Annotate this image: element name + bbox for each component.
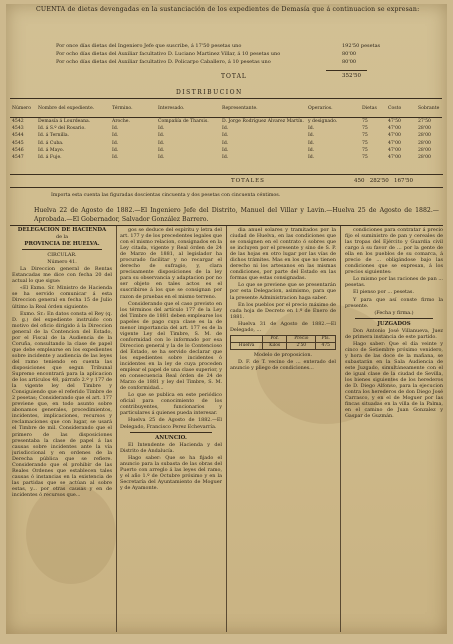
table-cell: Id. bbox=[222, 126, 229, 132]
table-cell: Id. bbox=[112, 133, 119, 139]
table-row bbox=[10, 125, 442, 132]
table-cell: Id. bbox=[307, 133, 315, 139]
distribucion-table bbox=[10, 98, 442, 161]
table-cell: Pts. bbox=[316, 335, 336, 342]
column-header: Nombre del expediente. bbox=[36, 99, 110, 118]
paragraph: Lo que se publica en este periódico oficial para conocimiento de los contribuyentes, funcionarios y particulares á quienes pueda interesar. bbox=[120, 392, 222, 417]
table-cell: 75 bbox=[361, 140, 368, 146]
paragraph: dia anuel solares y tramitados por la ciudad de Huelva, en las condiciones que se consignen en el contrato ó sobres que se incluyen por el presente y sino de S. P. de las hojas en otro lugar por las vías de dichos trámites. Mas en los que no tienen derecho ni los artesanos en las mismas condiciones, por parte del Estado en las formas que estas consignadas. bbox=[230, 227, 336, 282]
table-cell: 47'00 bbox=[387, 147, 401, 153]
paragraph: El pienso por ... pesetas. bbox=[353, 289, 414, 296]
table-cell: y designado. bbox=[307, 119, 338, 125]
table-cell: 4545 bbox=[12, 140, 24, 146]
paragraph: Y para que así conste firmo la presente. bbox=[345, 296, 443, 309]
table-cell: 4542 bbox=[12, 119, 24, 125]
table-cell: 4544 bbox=[12, 133, 24, 139]
table-cell: 47'50 bbox=[387, 119, 401, 125]
table-cell: 75 bbox=[361, 147, 368, 153]
juzgados-heading: JUZGADOS bbox=[377, 320, 411, 327]
huelva-approval: Huelva 22 de Agosto de 1882.—El Ingeniero Jefe del Distrito, Manuel del Villar y Lavin.—Huelva 25 de Agosto de 1882.—Aprobada.—El Gobernador, Salvador González Barrero. bbox=[34, 207, 439, 223]
importe-note: Importa esta cuenta las figuradas doscientas cincuenta y dos pesetas con cincuenta céntimos. bbox=[51, 193, 281, 198]
table-cell: 75 bbox=[361, 155, 368, 161]
table-row bbox=[231, 342, 336, 349]
paragraph: Exmo. Sr.: En datos consta el Rey (q. D. g.) del expediente instruido con motivo del oficio dirigido á la Direccion general de la Contencion del Estado, por el Fiscal de la Audiencia de la Coruña, consultando la clase de papel que debe emplearse en los expedientes sobre incidente y audiencia de las leyes del ramo teniendo en cuenta las disposiciones que segun Tribunal Supremo encontrará para la aplicacion de los artículos 48, párrafo 2.º y 177 de la vigente ley del Timbre y Consiguiendo que el referido Timbre de 2 pesetas; Considerando que el art. 177 previene que, en todo asunto sobre abonamos generales, procedimientos, incidentes, implicaciones, recursos y reclamaciones que con lugar, se usará el Timbre de mil. Considerando que el primero de las disposiciones presentaba la clase de papel á las causas sobre incidentes ante la vía jurisdiccional y en ordenes de la Derecha pública que se refiere. Considerando que el prohibir de las Reales Ordenes que establecen tales causas ó instancias en la existencia de las partidas que se actúan al sobre estas, y... por otras causas y en de incidentes ó recursos que... bbox=[12, 310, 112, 498]
table-cell: Id. á Mayo. bbox=[38, 147, 65, 153]
column-header: Operarios. bbox=[306, 99, 360, 118]
table-cell: Id. á Ternilla. bbox=[38, 133, 70, 139]
table-cell: 2'50 bbox=[287, 342, 316, 349]
newspaper-page bbox=[6, 4, 447, 634]
table-cell: 47'00 bbox=[387, 126, 401, 132]
table-cell: Id. bbox=[112, 147, 119, 153]
paragraph: Hago saber: Que se ha fijado el anuncio para la subasta de las obras del Puerto con arreglo á las leyes del ramo, y el año 1.º de Octubre próximo y en la Secretaría del Ayuntamiento de Moguer y de Ayamonte. bbox=[120, 454, 222, 491]
paragraph: Don Antonio José Villanueva, Juez de primera instancia de este partido. bbox=[345, 327, 443, 340]
table-cell: 475 bbox=[316, 342, 336, 349]
table-cell: Por. bbox=[263, 335, 287, 342]
column-3 bbox=[230, 227, 336, 632]
cuenta-total-value: 352'50 bbox=[342, 73, 362, 79]
totales-values bbox=[354, 178, 413, 184]
section-heading: de la bbox=[55, 234, 69, 241]
table-cell: 28'00 bbox=[417, 126, 431, 132]
table-cell: Id. bbox=[112, 140, 119, 146]
table-row bbox=[10, 118, 442, 126]
column-4 bbox=[345, 227, 443, 632]
column-2 bbox=[120, 227, 222, 632]
sum-rule bbox=[326, 70, 367, 71]
column-header: Representante. bbox=[220, 99, 306, 118]
table-cell: Id. bbox=[307, 155, 315, 161]
column-header: Número bbox=[10, 99, 36, 118]
rule bbox=[355, 318, 433, 319]
table-cell: Id. bbox=[112, 155, 119, 161]
table-row bbox=[231, 335, 336, 342]
column-rule bbox=[226, 226, 227, 632]
total-dietas: 450 bbox=[354, 178, 365, 184]
total-sobrante: 167'50 bbox=[394, 178, 414, 184]
paragraph: condiciones para contratar á precio fijo el suministro de pan y cereales de las tropas del Ejército y Guardia civil cargo á su favor de ... por la gente de ella en los pueblos de su comarca, á precio de ... obligándose bajo las condiciones que se expresan, á los precios siguientes: bbox=[345, 227, 443, 276]
cuenta-total-label: TOTAL bbox=[221, 73, 247, 80]
column-1 bbox=[12, 227, 112, 632]
table-cell: 47'00 bbox=[387, 133, 401, 139]
cuenta-row: Por once días dietas del Ingeniero Jefe que suscribe, á 17'50 pesetas uno bbox=[56, 43, 242, 49]
cuenta-title: CUENTA de dietas devengadas en la sustanciación de los expedientes de Demasía que á continuacion se expresan: bbox=[36, 6, 420, 13]
table-cell: 28'00 bbox=[417, 133, 431, 139]
table-cell: Id. bbox=[307, 140, 315, 146]
table-cell: Id. bbox=[222, 140, 229, 146]
table-cell: Demasía á Lourdeana. bbox=[38, 119, 91, 125]
rule bbox=[130, 432, 212, 433]
column-header: Sobrante bbox=[416, 99, 442, 118]
table-row bbox=[10, 132, 442, 139]
paragraph: Huelva 25 de Agosto de 1882.—El Delegado, Francisco Perez Echevarría. bbox=[120, 417, 222, 430]
table-row bbox=[10, 147, 442, 154]
cuenta-amount: 80'00 bbox=[342, 59, 357, 65]
section-heading: PROVINCIA DE HUELVA. bbox=[24, 241, 100, 248]
table-cell: Id. bbox=[307, 126, 315, 132]
table-cell: Id. bbox=[158, 147, 165, 153]
table-cell: Id. bbox=[158, 133, 165, 139]
paragraph: El Intendente de Hacienda y del Distrito de Andalucía. bbox=[120, 441, 222, 454]
table-cell: 4546 bbox=[12, 147, 24, 153]
column-header: Interesado. bbox=[156, 99, 220, 118]
table-cell: Id. bbox=[112, 126, 119, 132]
paragraph: En los pueblos por el precio máximo de cada hoja de Decreto en 1.º de Enero de 1881. bbox=[230, 301, 336, 320]
totales-label: TOTALES bbox=[231, 178, 265, 184]
paragraph: «El Exmo. Sr. Ministro de Hacienda se ha servido comunicar á esta Direccion general en fecha 15 de Julio último la Real órden siguiente: bbox=[12, 285, 112, 310]
table-row bbox=[10, 140, 442, 147]
table-cell: Id. bbox=[222, 133, 229, 139]
paragraph: Lo mismo por las raciones de pan ... pesetas. bbox=[345, 276, 443, 289]
cuenta-amount: 192'50 pesetas bbox=[342, 43, 381, 49]
table-cell: 75 bbox=[361, 133, 368, 139]
table-cell: Id. bbox=[222, 147, 229, 153]
table-cell: D. Jorge Rodríguez Alvarez Martín. bbox=[222, 119, 304, 125]
price-table bbox=[230, 335, 336, 350]
table-cell: Aroche. bbox=[112, 119, 130, 125]
table-cell: 28'00 bbox=[417, 147, 431, 153]
table-cell: Precio bbox=[287, 335, 316, 342]
fecha-firma: (Fecha y firma.) bbox=[374, 309, 414, 316]
section-heading: DELEGACION DE HACIENDA bbox=[17, 227, 107, 233]
table-cell bbox=[231, 335, 263, 342]
table-header-row bbox=[10, 99, 442, 118]
paragraph: La Direccion general de Rentas Estancadas me dice con fecha 20 del actual lo que sigue: bbox=[12, 266, 112, 285]
table-cell: Id. bbox=[307, 147, 315, 153]
table-cell: Id. á Cuba. bbox=[38, 140, 64, 146]
cuenta-row: Por ocho días dietas del Auxiliar facultativo D. Luciano Martinez Villar, á 10 pesetas uno bbox=[56, 51, 281, 57]
paragraph: Huelva 31 de Agosto de 1882.—El Delegado, ... bbox=[230, 320, 336, 333]
modelo-heading: Modelo de proposicion. bbox=[253, 351, 313, 358]
paragraph: gos se deduce del espíritu y letra del art. 177 y de los precedentes legales que con el mismo relacion, consignados en la Ley citada, vigente y Real órden de 24 de Marzo de 1881, al legislador ha procurado facilitar y no recargar el derecho de sufragio, y, clara precisamente disposiciones de la ley para su observancia y adaptacion por no ser objeto en tales actos es el suscribirse á los que se consignan por razon de pruebas en el mismo terreno. bbox=[120, 227, 222, 300]
table-cell: 75 bbox=[361, 126, 368, 132]
total-costo: 282'50 bbox=[369, 178, 389, 184]
table-cell: 27'50 bbox=[417, 119, 431, 125]
table-cell: Id. bbox=[158, 140, 165, 146]
circular-label: CIRCULAR. bbox=[47, 252, 77, 259]
table-cell: Id. á S.º del Rosario. bbox=[38, 126, 86, 132]
table-cell: Kilos bbox=[263, 342, 287, 349]
column-rule bbox=[340, 226, 341, 632]
column-header: Costo bbox=[386, 99, 416, 118]
table-cell: 47'00 bbox=[387, 155, 401, 161]
table-cell: Id. bbox=[222, 155, 229, 161]
anuncio-heading: ANUNCIO. bbox=[155, 434, 187, 441]
table-cell: 47'00 bbox=[387, 140, 401, 146]
table-cell: 4543 bbox=[12, 126, 24, 132]
table-cell: Id. bbox=[158, 126, 165, 132]
column-header: Término. bbox=[110, 99, 156, 118]
paragraph: Considerando que el caso previsto en los términos del artículo 177 de la Ley del Timbre de 1881 deben emplearse los papeles de pago cuya clase es la de menor importancia del art. 177 es de la vigente Ley del Timbre, S. M. de conformidad con lo informado por esa Direccion general y la de lo Contencioso del Estado, se ha servido declarar que los expedientes sobre incidentes ó incidentes en la ley de cuya proceden emplear el papel de una clase superior, y en consecuencia Real órden de 24 de Marzo de 1881 y ley del Timbre, S. M. de conformidad... bbox=[120, 300, 222, 392]
paragraph: D. F. de T. vecino de ... enterado del anuncio y pliego de condiciones... bbox=[230, 358, 336, 371]
table-cell: 4547 bbox=[12, 155, 24, 161]
rule bbox=[22, 249, 102, 250]
table-cell: Compañía de Tharsis. bbox=[158, 119, 209, 125]
table-row bbox=[10, 154, 442, 161]
table-cell: Id. á Fuje. bbox=[38, 155, 62, 161]
table-cell: 75 bbox=[361, 119, 368, 125]
table-bottom-rule bbox=[10, 174, 443, 175]
paragraph: Lo que se previene que se presentarán por esta Delegacion, asimismo, para que la presente Administracion haga saber. bbox=[230, 282, 336, 301]
table-cell: 28'00 bbox=[417, 140, 431, 146]
column-header: Dietas bbox=[360, 99, 386, 118]
cuenta-row: Por ocho días dietas del Auxiliar facultativo D. Policarpo Caballero, á 10 pesetas uno bbox=[56, 59, 271, 65]
rule bbox=[10, 187, 443, 188]
circular-number: Número 41. bbox=[47, 259, 77, 266]
paragraph: Hago saber: Que el día veinte y cinco de Setiembre próximo venidero, y hora de las doce de la mañana, se subastarán en la Sala Audiencia de este Juzgado, simultáneamente con el de igual clase de la ciudad de Sevilla, los bienes siguientes de los herederos de D. Diego Alfonso, para la ejecucion contra los herederos de don Diego José Carrasco, y en el de Moguer por las fincas situadas en la villa de la Palma, en el camino de Juan Gonzalez y Gaspar de Guzmán. bbox=[345, 340, 443, 420]
table-cell: Id. bbox=[158, 155, 165, 161]
column-rule bbox=[116, 226, 117, 632]
table-cell: 28'00 bbox=[417, 155, 431, 161]
cuenta-amount: 80'00 bbox=[342, 51, 357, 57]
table-cell: Huelva bbox=[231, 342, 263, 349]
distribucion-title: DISTRIBUCION bbox=[176, 89, 243, 96]
